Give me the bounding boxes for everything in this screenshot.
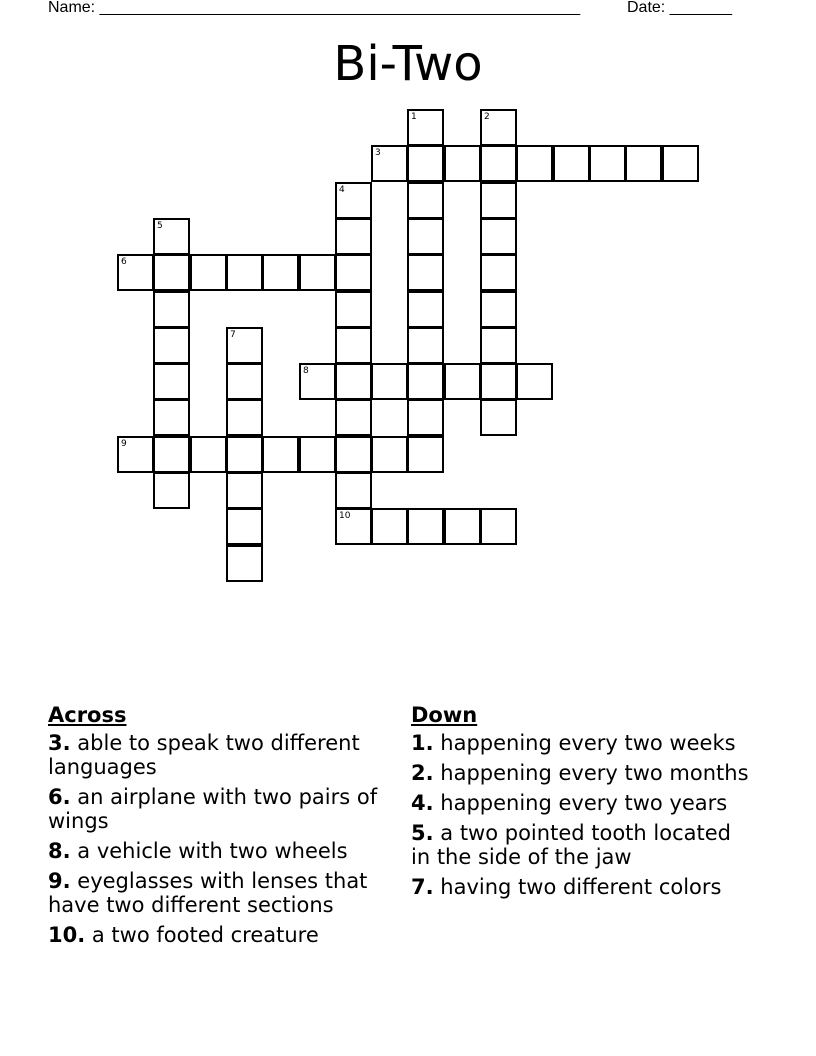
- grid-cell[interactable]: [226, 545, 263, 582]
- grid-cell[interactable]: [407, 291, 444, 328]
- cell-number: 6: [121, 257, 127, 267]
- grid-cell[interactable]: [226, 399, 263, 436]
- cell-number: 8: [303, 366, 309, 376]
- grid-cell[interactable]: [226, 254, 263, 291]
- grid-cell[interactable]: [480, 218, 517, 255]
- grid-cell[interactable]: [153, 327, 190, 364]
- clue-number: 9.: [48, 869, 71, 893]
- grid-cell[interactable]: [153, 218, 190, 255]
- clue-number: 2.: [411, 761, 434, 785]
- grid-cell[interactable]: [480, 254, 517, 291]
- down-clue: [411, 791, 756, 815]
- grid-cell[interactable]: [335, 218, 372, 255]
- cell-number: 2: [484, 112, 490, 122]
- grid-cell[interactable]: [444, 145, 481, 182]
- grid-cell[interactable]: [262, 436, 299, 473]
- grid-cell[interactable]: [190, 254, 227, 291]
- grid-cell[interactable]: [226, 508, 263, 545]
- grid-cell[interactable]: [407, 254, 444, 291]
- across-clues: [48, 702, 388, 953]
- across-clue: [48, 731, 388, 779]
- across-clue: [48, 869, 388, 917]
- down-clues: [411, 702, 756, 905]
- grid-cell[interactable]: [153, 363, 190, 400]
- down-clue: [411, 875, 756, 899]
- grid-cell[interactable]: [371, 145, 408, 182]
- grid-cell[interactable]: [335, 327, 372, 364]
- cell-number: 7: [230, 330, 236, 340]
- grid-cell[interactable]: [190, 436, 227, 473]
- grid-cell[interactable]: [625, 145, 662, 182]
- grid-cell[interactable]: [153, 436, 190, 473]
- grid-cell[interactable]: [153, 472, 190, 509]
- grid-cell[interactable]: [407, 145, 444, 182]
- clue-text: a vehicle with two wheels: [77, 839, 348, 863]
- grid-cell[interactable]: [335, 291, 372, 328]
- grid-cell[interactable]: [407, 363, 444, 400]
- clue-text: having two different colors: [440, 875, 722, 899]
- grid-cell[interactable]: [407, 218, 444, 255]
- clue-number: 7.: [411, 875, 434, 899]
- clue-number: 3.: [48, 731, 71, 755]
- down-clue: [411, 731, 756, 755]
- clue-text: a two footed creature: [91, 923, 319, 947]
- grid-cell[interactable]: [407, 109, 444, 146]
- grid-cell[interactable]: [226, 327, 263, 364]
- grid-cell[interactable]: [371, 436, 408, 473]
- cell-number: 5: [157, 221, 163, 231]
- grid-cell[interactable]: [299, 254, 336, 291]
- clue-text: eyeglasses with lenses that have two different sections: [48, 869, 368, 917]
- clue-text: happening every two months: [440, 761, 749, 785]
- grid-cell[interactable]: [262, 254, 299, 291]
- grid-cell[interactable]: [335, 436, 372, 473]
- clue-text: a two pointed tooth located in the side of the jaw: [411, 821, 731, 869]
- clue-text: able to speak two different languages: [48, 731, 360, 779]
- grid-cell[interactable]: [480, 109, 517, 146]
- grid-cell[interactable]: [444, 363, 481, 400]
- across-heading: Across: [48, 703, 127, 727]
- grid-cell[interactable]: [553, 145, 590, 182]
- grid-cell[interactable]: [480, 508, 517, 545]
- grid-cell[interactable]: [153, 399, 190, 436]
- grid-cell[interactable]: [589, 145, 626, 182]
- grid-cell[interactable]: [117, 254, 154, 291]
- clue-number: 1.: [411, 731, 434, 755]
- grid-cell[interactable]: [480, 291, 517, 328]
- clue-number: 5.: [411, 821, 434, 845]
- clue-text: happening every two years: [440, 791, 728, 815]
- grid-cell[interactable]: [335, 363, 372, 400]
- grid-cell[interactable]: [335, 472, 372, 509]
- grid-cell[interactable]: [407, 436, 444, 473]
- grid-cell[interactable]: [335, 182, 372, 219]
- grid-cell[interactable]: [516, 145, 553, 182]
- grid-cell[interactable]: [371, 363, 408, 400]
- grid-cell[interactable]: [407, 182, 444, 219]
- grid-cell[interactable]: [407, 508, 444, 545]
- cell-number: 3: [375, 148, 381, 158]
- cell-number: 4: [339, 185, 345, 195]
- grid-cell[interactable]: [480, 182, 517, 219]
- grid-cell[interactable]: [516, 363, 553, 400]
- name-field-label[interactable]: Name: ______________________________________________________: [48, 0, 581, 16]
- grid-cell[interactable]: [335, 254, 372, 291]
- grid-cell[interactable]: [299, 363, 336, 400]
- clue-number: 8.: [48, 839, 71, 863]
- clue-text: happening every two weeks: [440, 731, 736, 755]
- grid-cell[interactable]: [444, 508, 481, 545]
- down-clue: [411, 761, 756, 785]
- grid-cell[interactable]: [226, 436, 263, 473]
- grid-cell[interactable]: [480, 145, 517, 182]
- grid-cell[interactable]: [371, 508, 408, 545]
- grid-cell[interactable]: [480, 399, 517, 436]
- across-clue: [48, 839, 388, 863]
- grid-cell[interactable]: [480, 327, 517, 364]
- down-heading: Down: [411, 703, 478, 727]
- clue-number: 4.: [411, 791, 434, 815]
- date-field-label[interactable]: Date: _______: [627, 0, 732, 16]
- down-clue: [411, 821, 756, 869]
- puzzle-title: Bi-Two: [333, 36, 483, 92]
- grid-cell[interactable]: [226, 363, 263, 400]
- grid-cell[interactable]: [153, 291, 190, 328]
- grid-cell[interactable]: [662, 145, 699, 182]
- clue-number: 10.: [48, 923, 86, 947]
- grid-cell[interactable]: [117, 436, 154, 473]
- grid-cell[interactable]: [335, 508, 372, 545]
- across-clue: [48, 923, 388, 947]
- cell-number: 10: [339, 511, 351, 521]
- grid-cell[interactable]: [407, 399, 444, 436]
- grid-cell[interactable]: [299, 436, 336, 473]
- grid-cell[interactable]: [335, 399, 372, 436]
- clue-number: 6.: [48, 785, 71, 809]
- across-clue: [48, 785, 388, 833]
- grid-cell[interactable]: [407, 327, 444, 364]
- grid-cell[interactable]: [153, 254, 190, 291]
- cell-number: 9: [121, 439, 127, 449]
- grid-cell[interactable]: [226, 472, 263, 509]
- clue-text: an airplane with two pairs of wings: [48, 785, 378, 833]
- cell-number: 1: [411, 112, 417, 122]
- grid-cell[interactable]: [480, 363, 517, 400]
